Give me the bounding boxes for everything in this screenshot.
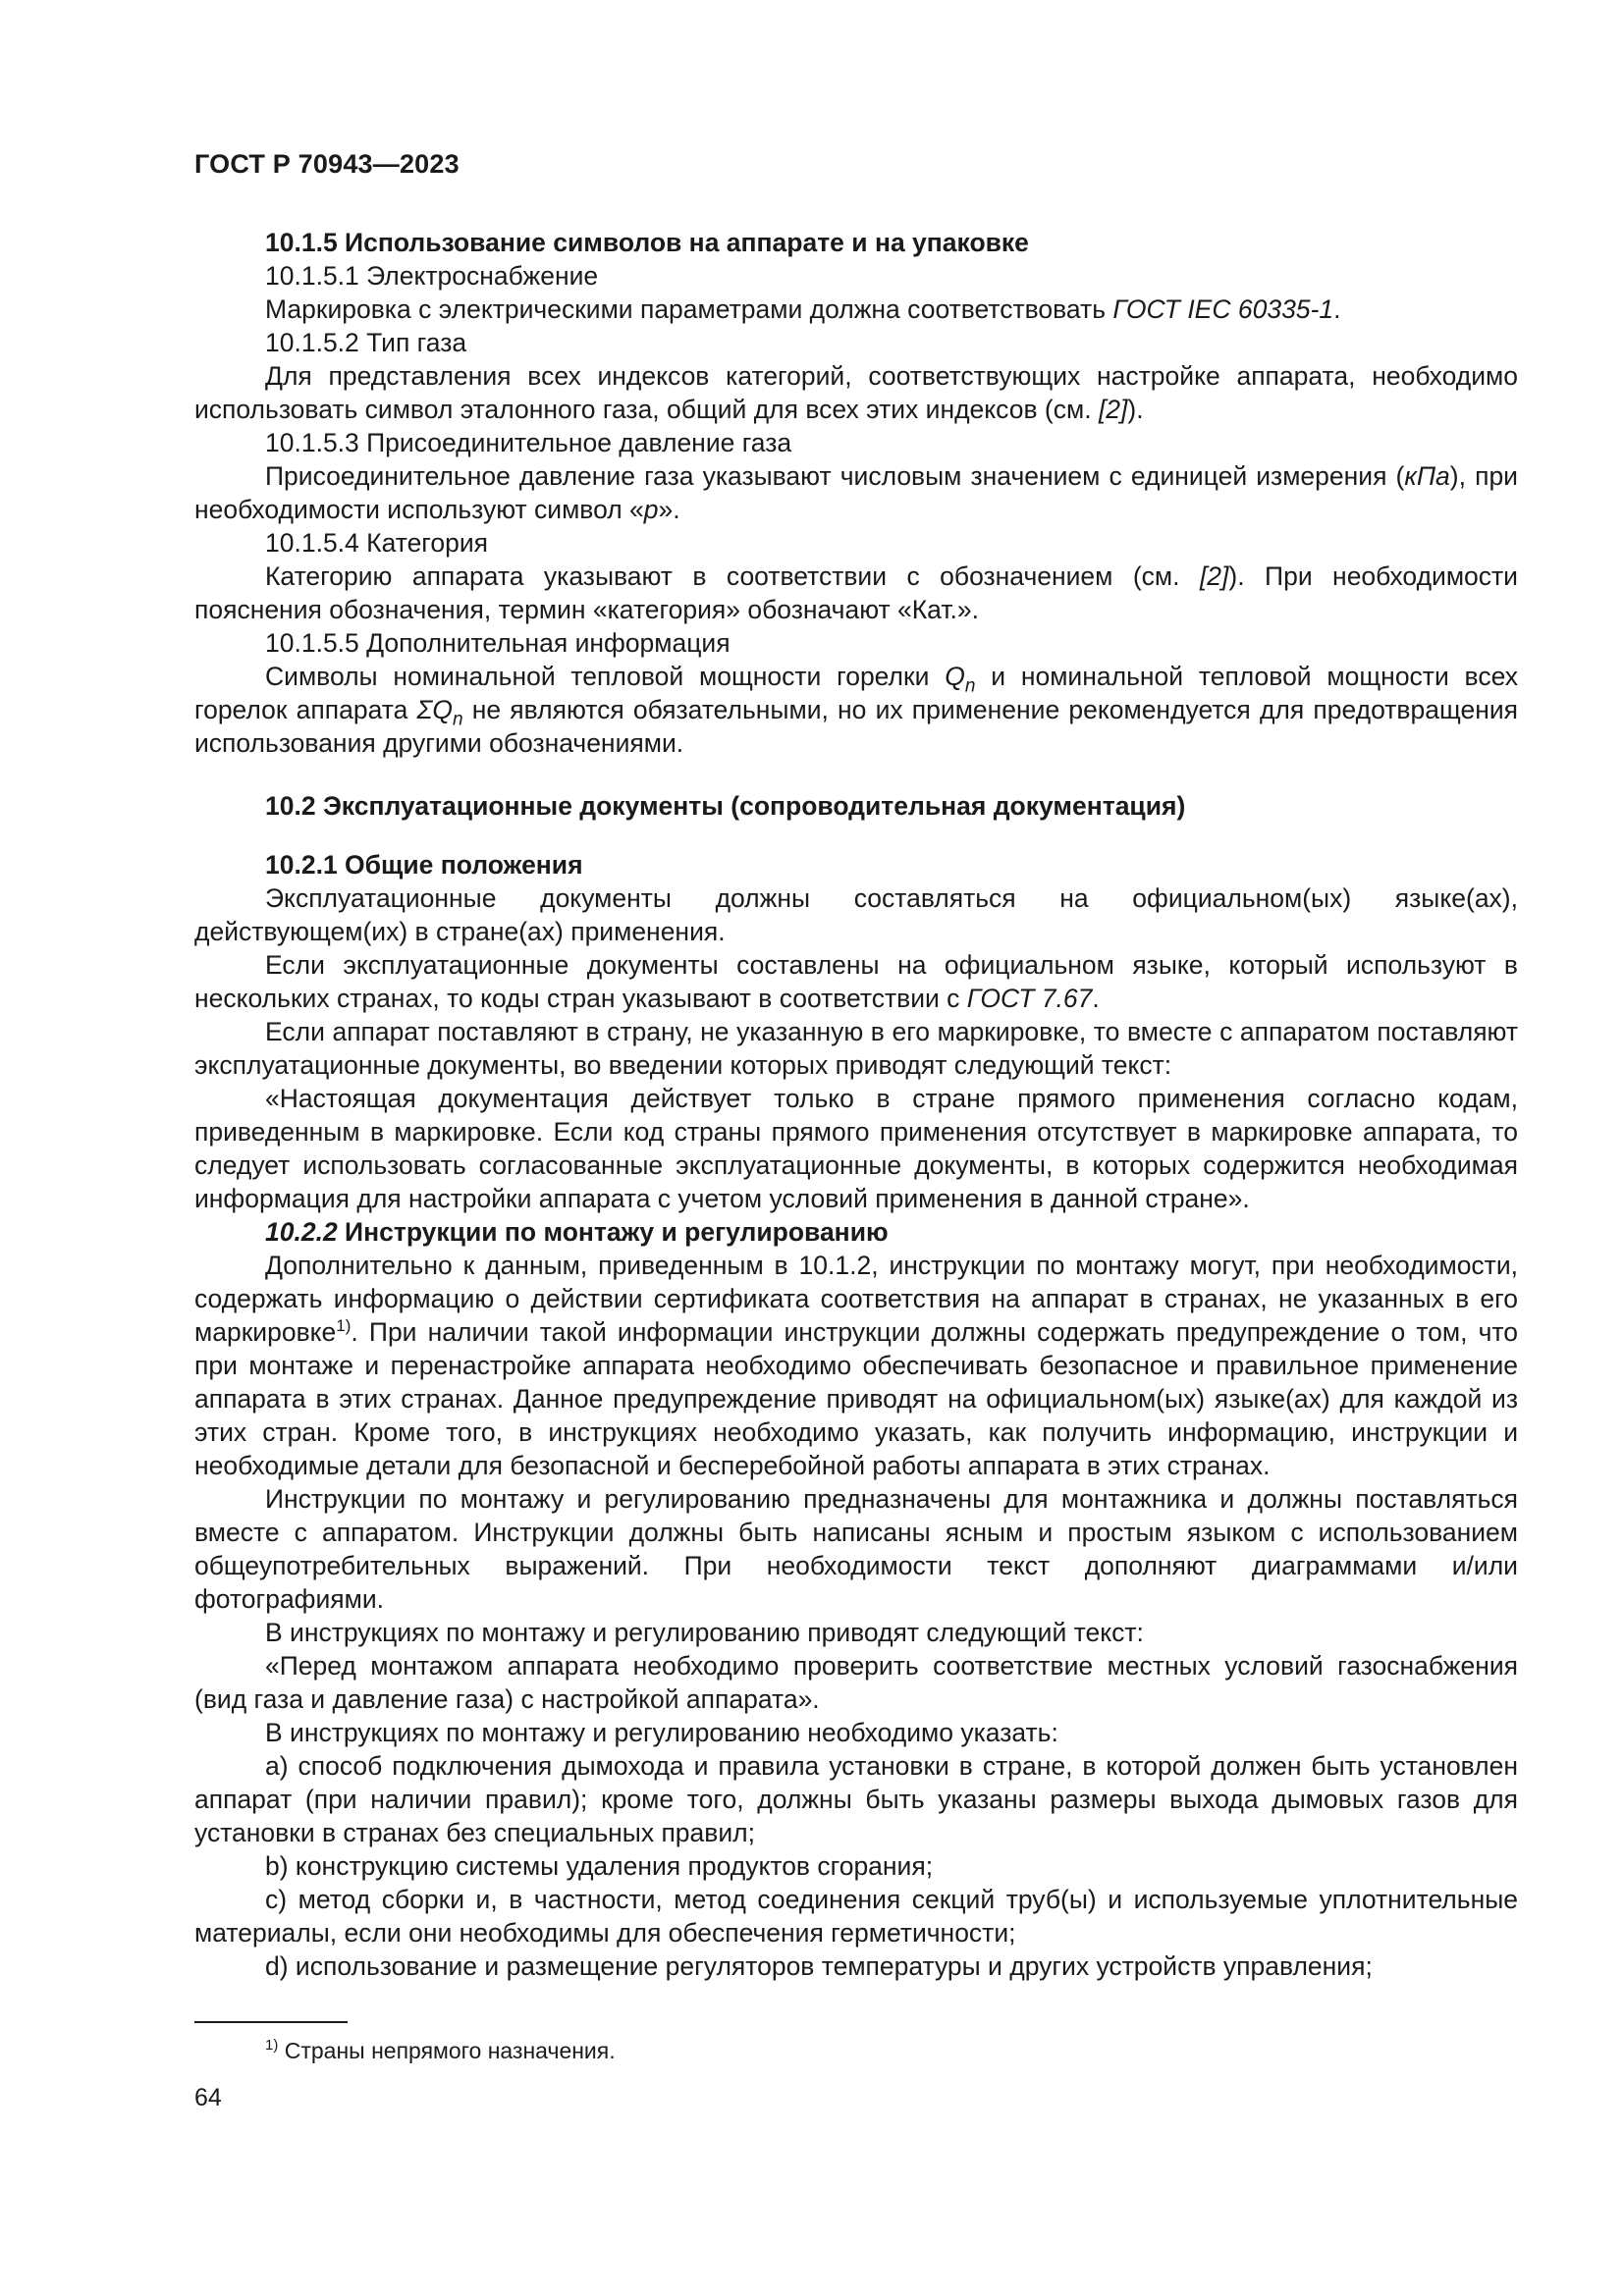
paragraph-10-2-1-1: Эксплуатационные документы должны составляться на официальном(ых) языке(ах), действующем(их) в стране(ах) применения.: [194, 883, 1518, 946]
q-symbol: Q: [945, 662, 965, 691]
q-subscript: n: [453, 709, 463, 730]
heading-10-1-5-1: 10.1.5.1 Электроснабжение: [265, 261, 599, 291]
heading-10-1-5-5: 10.1.5.5 Дополнительная информация: [265, 628, 731, 658]
heading-10-2-1: 10.2.1 Общие положения: [265, 850, 583, 880]
paragraph-10-1-5-2: Для представления всех индексов категорий, соответствующих настройке аппарата, необходимо использовать символ эталонного газа, общий для всех этих индексов (см. [2]).: [194, 361, 1518, 424]
sum-q-symbol: ΣQ: [416, 695, 454, 724]
paragraph-10-1-5-5: Символы номинальной тепловой мощности горелки $Q_n$ и номинальной тепловой мощности всех горелок аппарата $\Sigma Q_n$ не являются обязательными, но их применение рекомендуется для предотвращения использования другими обозначениями.: [194, 662, 1518, 758]
gost-reference: ГОСТ 7.67: [966, 984, 1093, 1013]
footnote-marker: 1): [336, 1316, 352, 1335]
bibliography-reference: [2]: [1199, 561, 1229, 591]
gost-reference: ГОСТ IEC 60335-1: [1112, 294, 1334, 324]
heading-number: 10.2.2: [265, 1217, 338, 1247]
page-number: 64: [194, 2084, 222, 2111]
paragraph-10-1-5-4: Категорию аппарата указывают в соответствии с обозначением (см. [2]). При необходимости пояснения обозначения, термин «категория» обозначают «Кат.».: [194, 561, 1518, 624]
heading-10-1-5-2: 10.1.5.2 Тип газа: [265, 328, 467, 357]
footnote-divider: [194, 2021, 348, 2023]
paragraph-10-1-5-1: Маркировка с электрическими параметрами должна соответствовать ГОСТ IEC 60335-1.: [265, 294, 1341, 324]
pressure-symbol: р: [643, 495, 659, 524]
footnote-mark: 1): [265, 2037, 279, 2054]
paragraph-10-2-1-2: Если эксплуатационные документы составлены на официальном языке, который используют в нескольких странах, то коды стран указывают в соответствии с ГОСТ 7.67.: [194, 950, 1518, 1013]
paragraph-10-2-1-3: Если аппарат поставляют в страну, не указанную в его маркировке, то вместе с аппаратом поставляют эксплуатационные документы, во введении которых приводят следующий текст:: [194, 1017, 1518, 1080]
paragraph-10-2-2-3: В инструкциях по монтажу и регулированию приводят следующий текст:: [265, 1618, 1144, 1647]
list-item-d: d) использование и размещение регуляторов температуры и других устройств управления;: [265, 1951, 1373, 1981]
document-code-header: ГОСТ Р 70943—2023: [194, 149, 460, 179]
list-item-c: c) метод сборки и, в частности, метод соединения секций труб(ы) и используемые уплотнительные материалы, если они необходимы для обеспечения герметичности;: [194, 1885, 1518, 1948]
heading-10-1-5-4: 10.1.5.4 Категория: [265, 528, 489, 558]
paragraph-10-2-2-2: Инструкции по монтажу и регулированию предназначены для монтажника и должны поставляться вместе с аппаратом. Инструкции должны быть написаны ясным и простым языком с использованием общеупотребительных выражений. При необходимости текст дополняют диаграммами и/или фотографиями.: [194, 1484, 1518, 1614]
paragraph-10-2-1-4: «Настоящая документация действует только в стране прямого применения согласно кодам, приведенным в маркировке. Если код страны прямого применения отсутствует в маркировке аппарата, то следует использовать согласованные эксплуатационные документы, в которых содержится необходимая информация для настройки аппарата с учетом условий применения в данной стране».: [194, 1084, 1518, 1213]
list-item-a: a) способ подключения дымохода и правила установки в стране, в которой должен быть установлен аппарат (при наличии правил); кроме того, должны быть указаны размеры выхода дымовых газов для установки в странах без специальных правил;: [194, 1751, 1518, 1847]
heading-10-2-2: 10.2.2 Инструкции по монтажу и регулированию: [265, 1217, 889, 1247]
paragraph-10-2-2-1: Дополнительно к данным, приведенным в 10.1.2, инструкции по монтажу могут, при необходимости, содержать информацию о действии сертификата соответствия на аппарат в странах, не указанных в его маркировке$^{1)}$. При наличии такой информации инструкции должны содержать предупреждение о том, что при монтаже и перенастройке аппарата необходимо обеспечивать безопасное и правильное применение аппарата в этих странах. Данное предупреждение приводят на официальном(ых) языке(ах) для каждой из этих стран. Кроме того, в инструкциях необходимо указать, как получить информацию, инструкции и необходимые детали для безопасной и бесперебойной работы аппарата в этих странах.: [194, 1251, 1518, 1480]
heading-10-1-5: 10.1.5 Использование символов на аппарате и на упаковке: [265, 228, 1029, 257]
list-item-b: b) конструкцию системы удаления продуктов сгорания;: [265, 1851, 934, 1881]
q-subscript: n: [964, 675, 976, 697]
page-content: [194, 226, 1518, 1983]
footnote: $^{1)}$ Страны непрямого назначения.: [265, 2037, 616, 2063]
paragraph-10-2-2-4: «Перед монтажом аппарата необходимо проверить соответствие местных условий газоснабжения (вид газа и давление газа) с настройкой аппарата».: [194, 1651, 1518, 1714]
paragraph-10-1-5-3: Присоединительное давление газа указывают числовым значением с единицей измерения (кПа), при необходимости используют символ «р».: [194, 461, 1518, 524]
heading-10-2: 10.2 Эксплуатационные документы (сопроводительная документация): [265, 791, 1186, 821]
unit-symbol: кПа: [1404, 461, 1450, 491]
heading-10-1-5-3: 10.1.5.3 Присоединительное давление газа: [265, 428, 792, 457]
paragraph-10-2-2-5: В инструкциях по монтажу и регулированию необходимо указать:: [265, 1718, 1058, 1747]
bibliography-reference: [2]: [1098, 395, 1128, 424]
